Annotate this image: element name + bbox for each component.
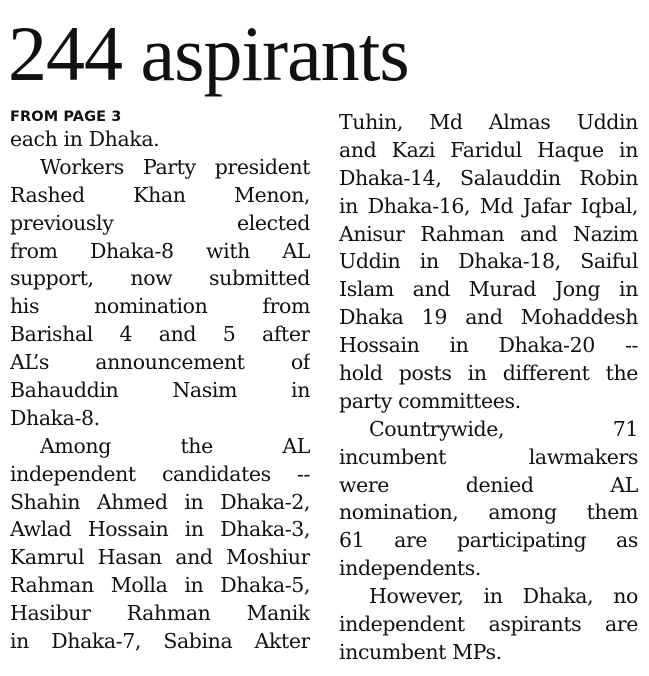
text-line: Rashed Khan Menon, bbox=[10, 182, 310, 207]
text-line: from Dhaka-8 with AL bbox=[10, 238, 310, 263]
text-line: However, in Dhaka, no bbox=[369, 584, 638, 609]
text-line: AL’s announcement of bbox=[10, 350, 310, 375]
text-line: incumbent lawmakers bbox=[339, 444, 638, 469]
text-line: Dhaka-14, Salauddin Robin bbox=[339, 165, 638, 190]
text-line: Anisur Rahman and Nazim bbox=[339, 221, 638, 246]
text-line: Awlad Hossain in Dhaka-3, bbox=[10, 517, 310, 542]
text-line: Rahman Molla in Dhaka-5, bbox=[10, 573, 310, 598]
text-line: Tuhin, Md Almas Uddin bbox=[339, 110, 638, 134]
left-column-lines bbox=[10, 126, 310, 656]
text-line: Hossain in Dhaka-20 -- bbox=[339, 333, 638, 358]
text-line: hold posts in different the bbox=[339, 361, 638, 386]
continued-from-kicker: FROM PAGE 3 bbox=[10, 109, 122, 125]
article-column-left bbox=[10, 108, 310, 656]
text-line: independent candidates -- bbox=[10, 461, 310, 486]
text-line: Bahauddin Nasim in bbox=[10, 378, 310, 403]
text-line: Islam and Murad Jong in bbox=[339, 277, 638, 302]
text-line: Hasibur Rahman Manik bbox=[10, 601, 310, 626]
text-line: previously elected bbox=[10, 210, 310, 235]
text-line: his nomination from bbox=[10, 294, 310, 319]
text-line: party committees. bbox=[339, 388, 521, 413]
text-line: in Dhaka-16, Md Jafar Iqbal, bbox=[339, 193, 638, 218]
text-line: Barishal 4 and 5 after bbox=[10, 322, 310, 347]
text-line: Kamrul Hasan and Moshiur bbox=[10, 545, 310, 570]
text-line: and Kazi Faridul Haque in bbox=[339, 137, 638, 162]
text-line: Among the AL bbox=[40, 433, 310, 458]
text-line: Dhaka-8. bbox=[10, 405, 100, 430]
text-line: each in Dhaka. bbox=[10, 127, 160, 151]
text-line: were denied AL bbox=[339, 472, 638, 497]
text-line: Uddin in Dhaka-18, Saiful bbox=[339, 249, 638, 274]
text-line: Workers Party president bbox=[40, 154, 310, 179]
text-line: 61 are participating as bbox=[339, 528, 638, 553]
text-line: independent aspirants are bbox=[339, 612, 638, 637]
text-line: incumbent MPs. bbox=[339, 639, 502, 664]
right-column-lines bbox=[339, 109, 638, 667]
text-line: independents. bbox=[339, 556, 482, 581]
text-line: nomination, among them bbox=[339, 500, 638, 525]
headline: 244 aspirants bbox=[8, 10, 409, 97]
text-line: in Dhaka-7, Sabina Akter bbox=[10, 629, 310, 654]
text-line: Dhaka 19 and Mohaddesh bbox=[339, 305, 638, 330]
text-line: Countrywide, 71 bbox=[369, 416, 638, 441]
text-line: Shahin Ahmed in Dhaka-2, bbox=[10, 489, 310, 514]
text-line: support, now submitted bbox=[10, 266, 310, 291]
article-column-right bbox=[339, 108, 638, 667]
